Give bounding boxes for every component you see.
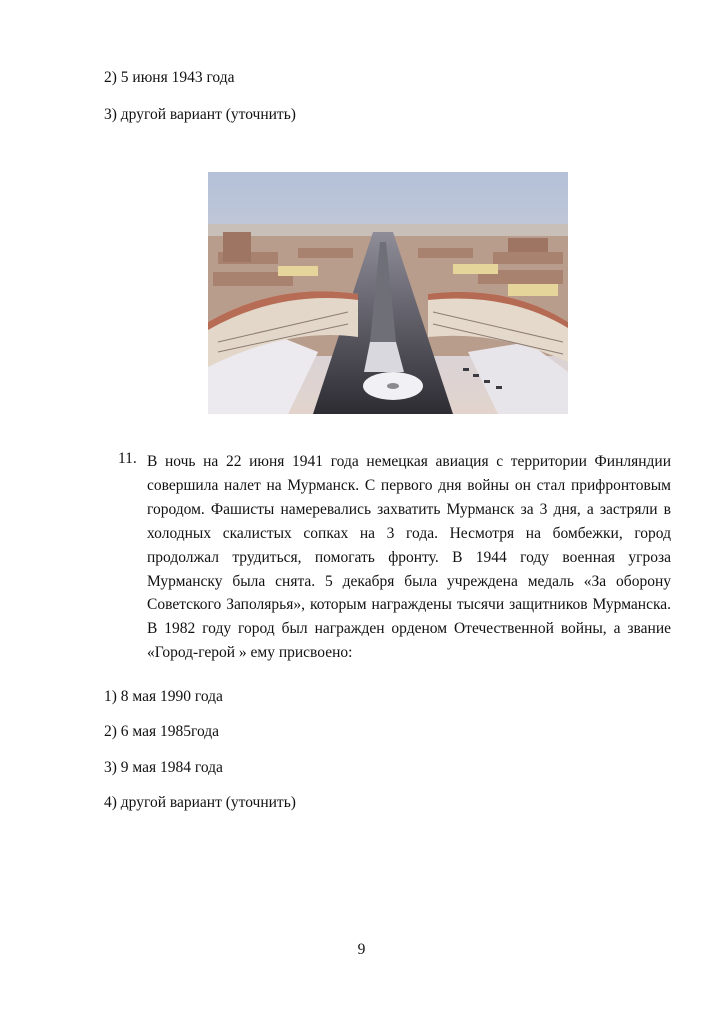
- option-3-prev: 3) другой вариант (уточнить): [104, 106, 296, 123]
- city-aerial-photo: [208, 172, 568, 414]
- option-2-prev: 2) 5 июня 1943 года: [104, 69, 235, 86]
- option-1: 1) 8 мая 1990 года: [104, 688, 223, 705]
- option-4: 4) другой вариант (уточнить): [104, 794, 296, 811]
- option-3: 3) 9 мая 1984 года: [104, 759, 223, 776]
- question-text: В ночь на 22 июня 1941 года немецкая авиация с территории Финляндии совершила налет на Мурманск. С первого дня войны он стал прифронтовым городом. Фашисты намеревались захватить Мурманск за 3 дня, а застряли в холодных скалистых сопках на 3 года. Несмотря на бомбежки, город продолжал трудиться, помогать фронту. В 1944 году военная угроза Мурманску была снята. 5 декабря была учреждена медаль «За оборону Советского Заполярья», которым награждены тысячи защитников Мурманска. В 1982 году город был награжден орденом Отечественной войны, а звание «Город-герой » ему присвоено:: [147, 453, 671, 662]
- page-number: 9: [357, 941, 366, 958]
- option-2: 2) 6 мая 1985года: [104, 723, 220, 740]
- question-number: 11.: [118, 450, 137, 467]
